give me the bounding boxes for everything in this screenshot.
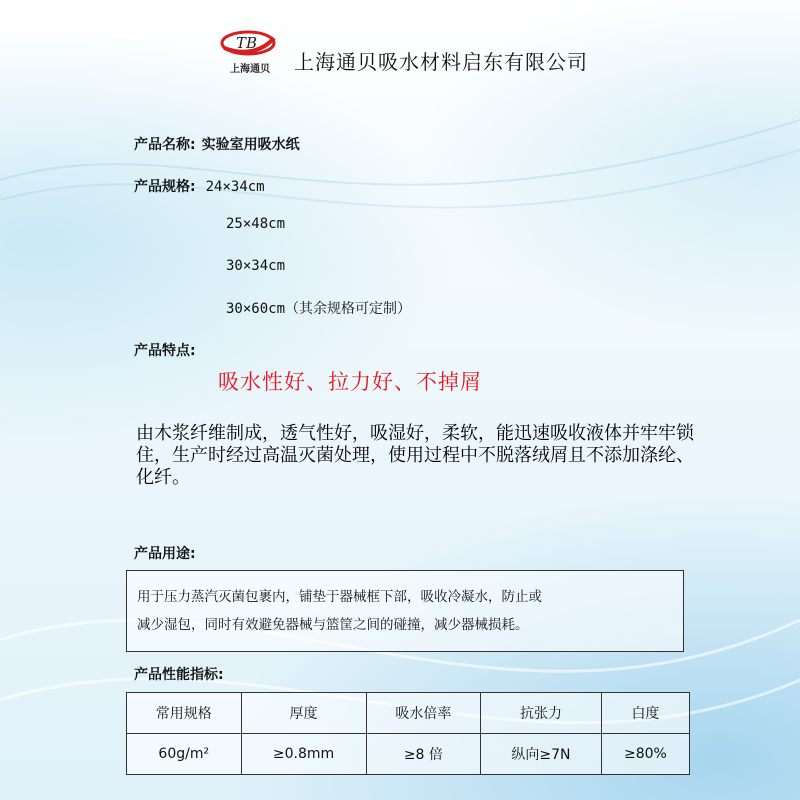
table-header-row	[127, 693, 690, 734]
usage-box	[126, 570, 684, 652]
logo-subtitle: 上海通贝	[230, 64, 270, 75]
usage-line: 减少湿包，同时有效避免器械与篮筐之间的碰撞，减少器械损耗。	[137, 617, 529, 633]
table-cell: ≥0.8mm	[241, 734, 366, 775]
table-cell: ≥80%	[601, 734, 689, 775]
table-header-cell: 吸水倍率	[366, 693, 481, 734]
table-header-cell: 抗张力	[481, 693, 602, 734]
product-spec-label: 产品规格:	[134, 179, 196, 195]
logo-mark-text: TB	[236, 34, 258, 52]
spec-item: 30×34cm	[226, 258, 286, 274]
table-cell: 纵向≥7N	[481, 734, 602, 775]
table-header-cell: 白度	[601, 693, 689, 734]
table-cell: ≥8 倍	[366, 734, 481, 775]
spec-item: 25×48cm	[226, 216, 286, 232]
tb-logo-icon	[220, 28, 276, 58]
table-header-cell: 厚度	[241, 693, 366, 734]
performance-label: 产品性能指标:	[134, 667, 224, 683]
product-name-value: 实验室用吸水纸	[201, 137, 300, 153]
performance-table	[126, 692, 690, 775]
features-description: 由木浆纤维制成，透气性好，吸湿好，柔软，能迅速吸收液体并牢牢锁住，生产时经过高温灭菌处理，使用过程中不脱落绒屑且不添加涤纶、化纤。	[136, 423, 694, 488]
features-label: 产品特点:	[134, 343, 196, 359]
product-spec-row	[134, 176, 265, 196]
spec-item: 24×34cm	[205, 179, 265, 195]
table-cell: 60g/m²	[127, 734, 242, 775]
usage-line: 用于压力蒸汽灭菌包裹内，铺垫于器械框下部，吸收冷凝水，防止或	[137, 589, 542, 605]
spec-item: 30×60cm（其余规格可定制）	[226, 301, 412, 317]
table-header-cell: 常用规格	[127, 693, 242, 734]
usage-label: 产品用途:	[134, 546, 196, 562]
company-logo	[218, 28, 278, 76]
table-row	[127, 734, 690, 775]
features-headline: 吸水性好、拉力好、不掉屑	[218, 370, 482, 394]
product-name-row	[134, 134, 300, 154]
product-name-label: 产品名称:	[134, 137, 196, 153]
company-name: 上海通贝吸水材料启东有限公司	[294, 50, 588, 74]
